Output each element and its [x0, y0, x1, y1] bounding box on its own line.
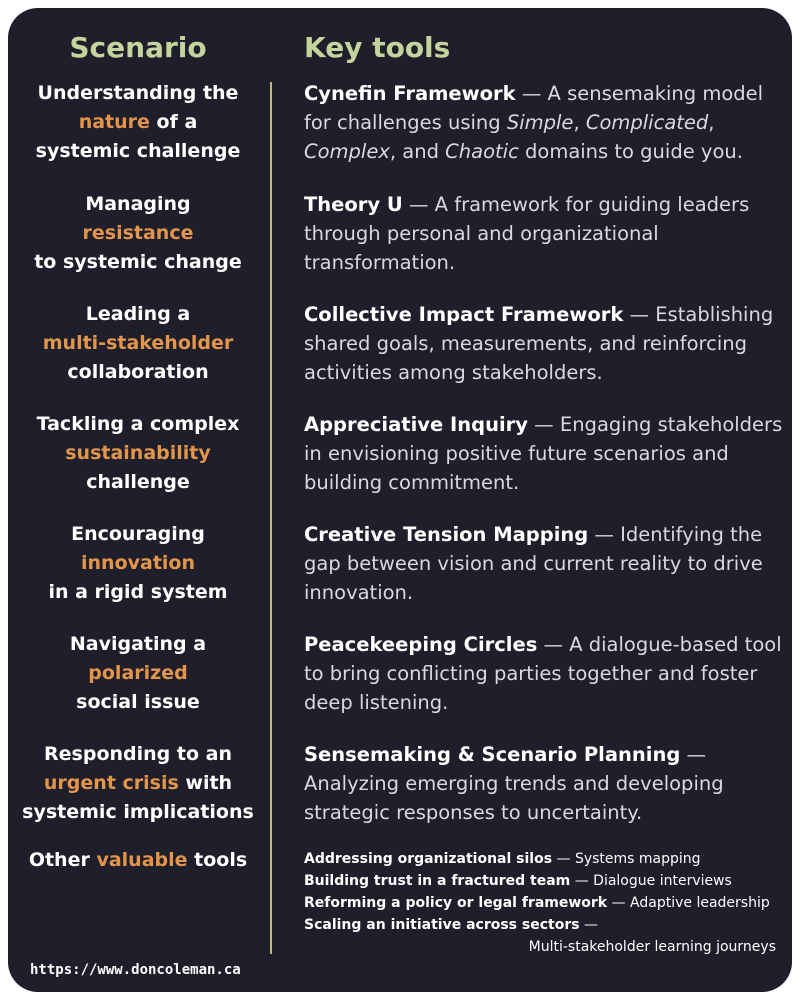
tool-description: ,	[708, 111, 715, 134]
tool-name: Cynefin Framework	[304, 82, 516, 105]
tool-name: Creative Tension Mapping	[304, 523, 589, 546]
scenario-line: tools	[187, 849, 248, 871]
scenario-line: Encouraging	[71, 523, 205, 545]
scenario-innovation	[12, 520, 264, 607]
scenario-other-tools	[12, 846, 264, 875]
tool-name: Peacekeeping Circles	[304, 633, 538, 656]
tool-description: — A sensemaking model for challenges using	[304, 82, 764, 134]
scenario-column-header: Scenario	[69, 31, 207, 64]
list-item	[304, 914, 784, 958]
scenario-line: systemic implications	[22, 801, 254, 823]
list-item	[304, 870, 784, 892]
other-tool-label: Scaling an initiative across sectors	[304, 917, 580, 933]
scenario-line: Other	[28, 849, 97, 871]
scenario-line: Leading a	[85, 303, 191, 325]
tool-creative-tension	[304, 520, 784, 607]
tool-name: Collective Impact Framework	[304, 303, 624, 326]
tool-description: — Engaging stakeholders in envisioning positive future scenarios and building commitment.	[304, 413, 783, 494]
list-item	[304, 848, 784, 870]
infographic-card	[8, 8, 792, 992]
other-tool-label: Reforming a policy or legal framework	[304, 895, 608, 911]
website-url: https://www.doncoleman.ca	[30, 962, 241, 978]
tool-description: domains to guide you.	[518, 140, 743, 163]
tool-name: Theory U	[304, 193, 403, 216]
tool-description: , and	[389, 140, 446, 163]
tool-emphasis: Complicated	[585, 111, 709, 134]
other-tool-name: Systems mapping	[574, 851, 701, 867]
tool-description: — A dialogue-based tool to bring conflicting parties together and foster deep listening.	[304, 633, 782, 714]
tool-description: — A framework for guiding leaders through personal and organizational transformation.	[304, 193, 750, 274]
scenario-line: Responding to an	[44, 743, 232, 765]
scenario-line: social issue	[76, 691, 200, 713]
tool-description: — Analyzing emerging trends and developing strategic responses to uncertainty.	[304, 743, 724, 824]
scenario-highlight: sustainability	[65, 442, 211, 464]
scenario-polarized	[12, 630, 264, 717]
scenario-highlight: multi-stakeholder	[42, 332, 234, 354]
tools-column-header: Key tools	[304, 31, 451, 64]
scenario-highlight: nature	[78, 111, 150, 133]
tool-description: ,	[573, 111, 586, 134]
tool-emphasis: Chaotic	[445, 140, 519, 163]
scenario-highlight: urgent crisis	[43, 772, 179, 794]
other-tool-label: Building trust in a fractured team	[304, 873, 571, 889]
scenario-sustainability	[12, 410, 264, 497]
scenario-urgent-crisis	[12, 740, 264, 827]
scenario-line: in a rigid system	[48, 581, 228, 603]
scenario-line: collaboration	[67, 361, 209, 383]
other-tool-separator: —	[607, 895, 631, 911]
tool-name: Appreciative Inquiry	[304, 413, 528, 436]
scenario-highlight: valuable	[96, 849, 188, 871]
scenario-line: of a	[149, 111, 198, 133]
tool-emphasis: Simple	[506, 111, 574, 134]
tool-cynefin	[304, 79, 784, 166]
scenario-line: to systemic change	[34, 251, 242, 273]
other-tool-name: Dialogue interviews	[593, 873, 732, 889]
scenario-multi-stakeholder	[12, 300, 264, 387]
list-item	[304, 892, 784, 914]
other-tools-list	[304, 848, 784, 958]
tool-theory-u	[304, 190, 784, 277]
column-divider	[270, 82, 272, 954]
tool-name: Sensemaking & Scenario Planning	[304, 743, 681, 766]
scenario-line: Understanding the	[37, 82, 239, 104]
scenario-line: Managing	[85, 193, 191, 215]
scenario-highlight: polarized	[88, 662, 188, 684]
tool-description: — Identifying the gap between vision and current reality to drive innovation.	[304, 523, 763, 604]
other-tool-label: Addressing organizational silos	[304, 851, 553, 867]
other-tool-name: Multi-stakeholder learning journeys	[528, 939, 776, 955]
scenario-highlight: resistance	[82, 222, 194, 244]
scenario-line: challenge	[86, 471, 190, 493]
scenario-highlight: innovation	[81, 552, 195, 574]
tool-appreciative-inquiry	[304, 410, 784, 497]
scenario-nature	[12, 79, 264, 166]
tool-peacekeeping-circles	[304, 630, 784, 717]
tool-scenario-planning	[304, 740, 784, 827]
scenario-line: Tackling a complex	[36, 413, 240, 435]
other-tool-separator: —	[552, 851, 575, 867]
scenario-line: systemic challenge	[35, 140, 241, 162]
other-tool-separator: —	[579, 917, 599, 933]
tool-emphasis: Complex	[304, 140, 390, 163]
tool-description: — Establishing shared goals, measurements, and reinforcing activities among stakeholders.	[304, 303, 774, 384]
tool-collective-impact	[304, 300, 784, 387]
scenario-line: with	[178, 772, 233, 794]
other-tool-separator: —	[570, 873, 594, 889]
other-tool-name: Adaptive leadership	[630, 895, 770, 911]
scenario-resistance	[12, 190, 264, 277]
scenario-line: Navigating a	[69, 633, 207, 655]
